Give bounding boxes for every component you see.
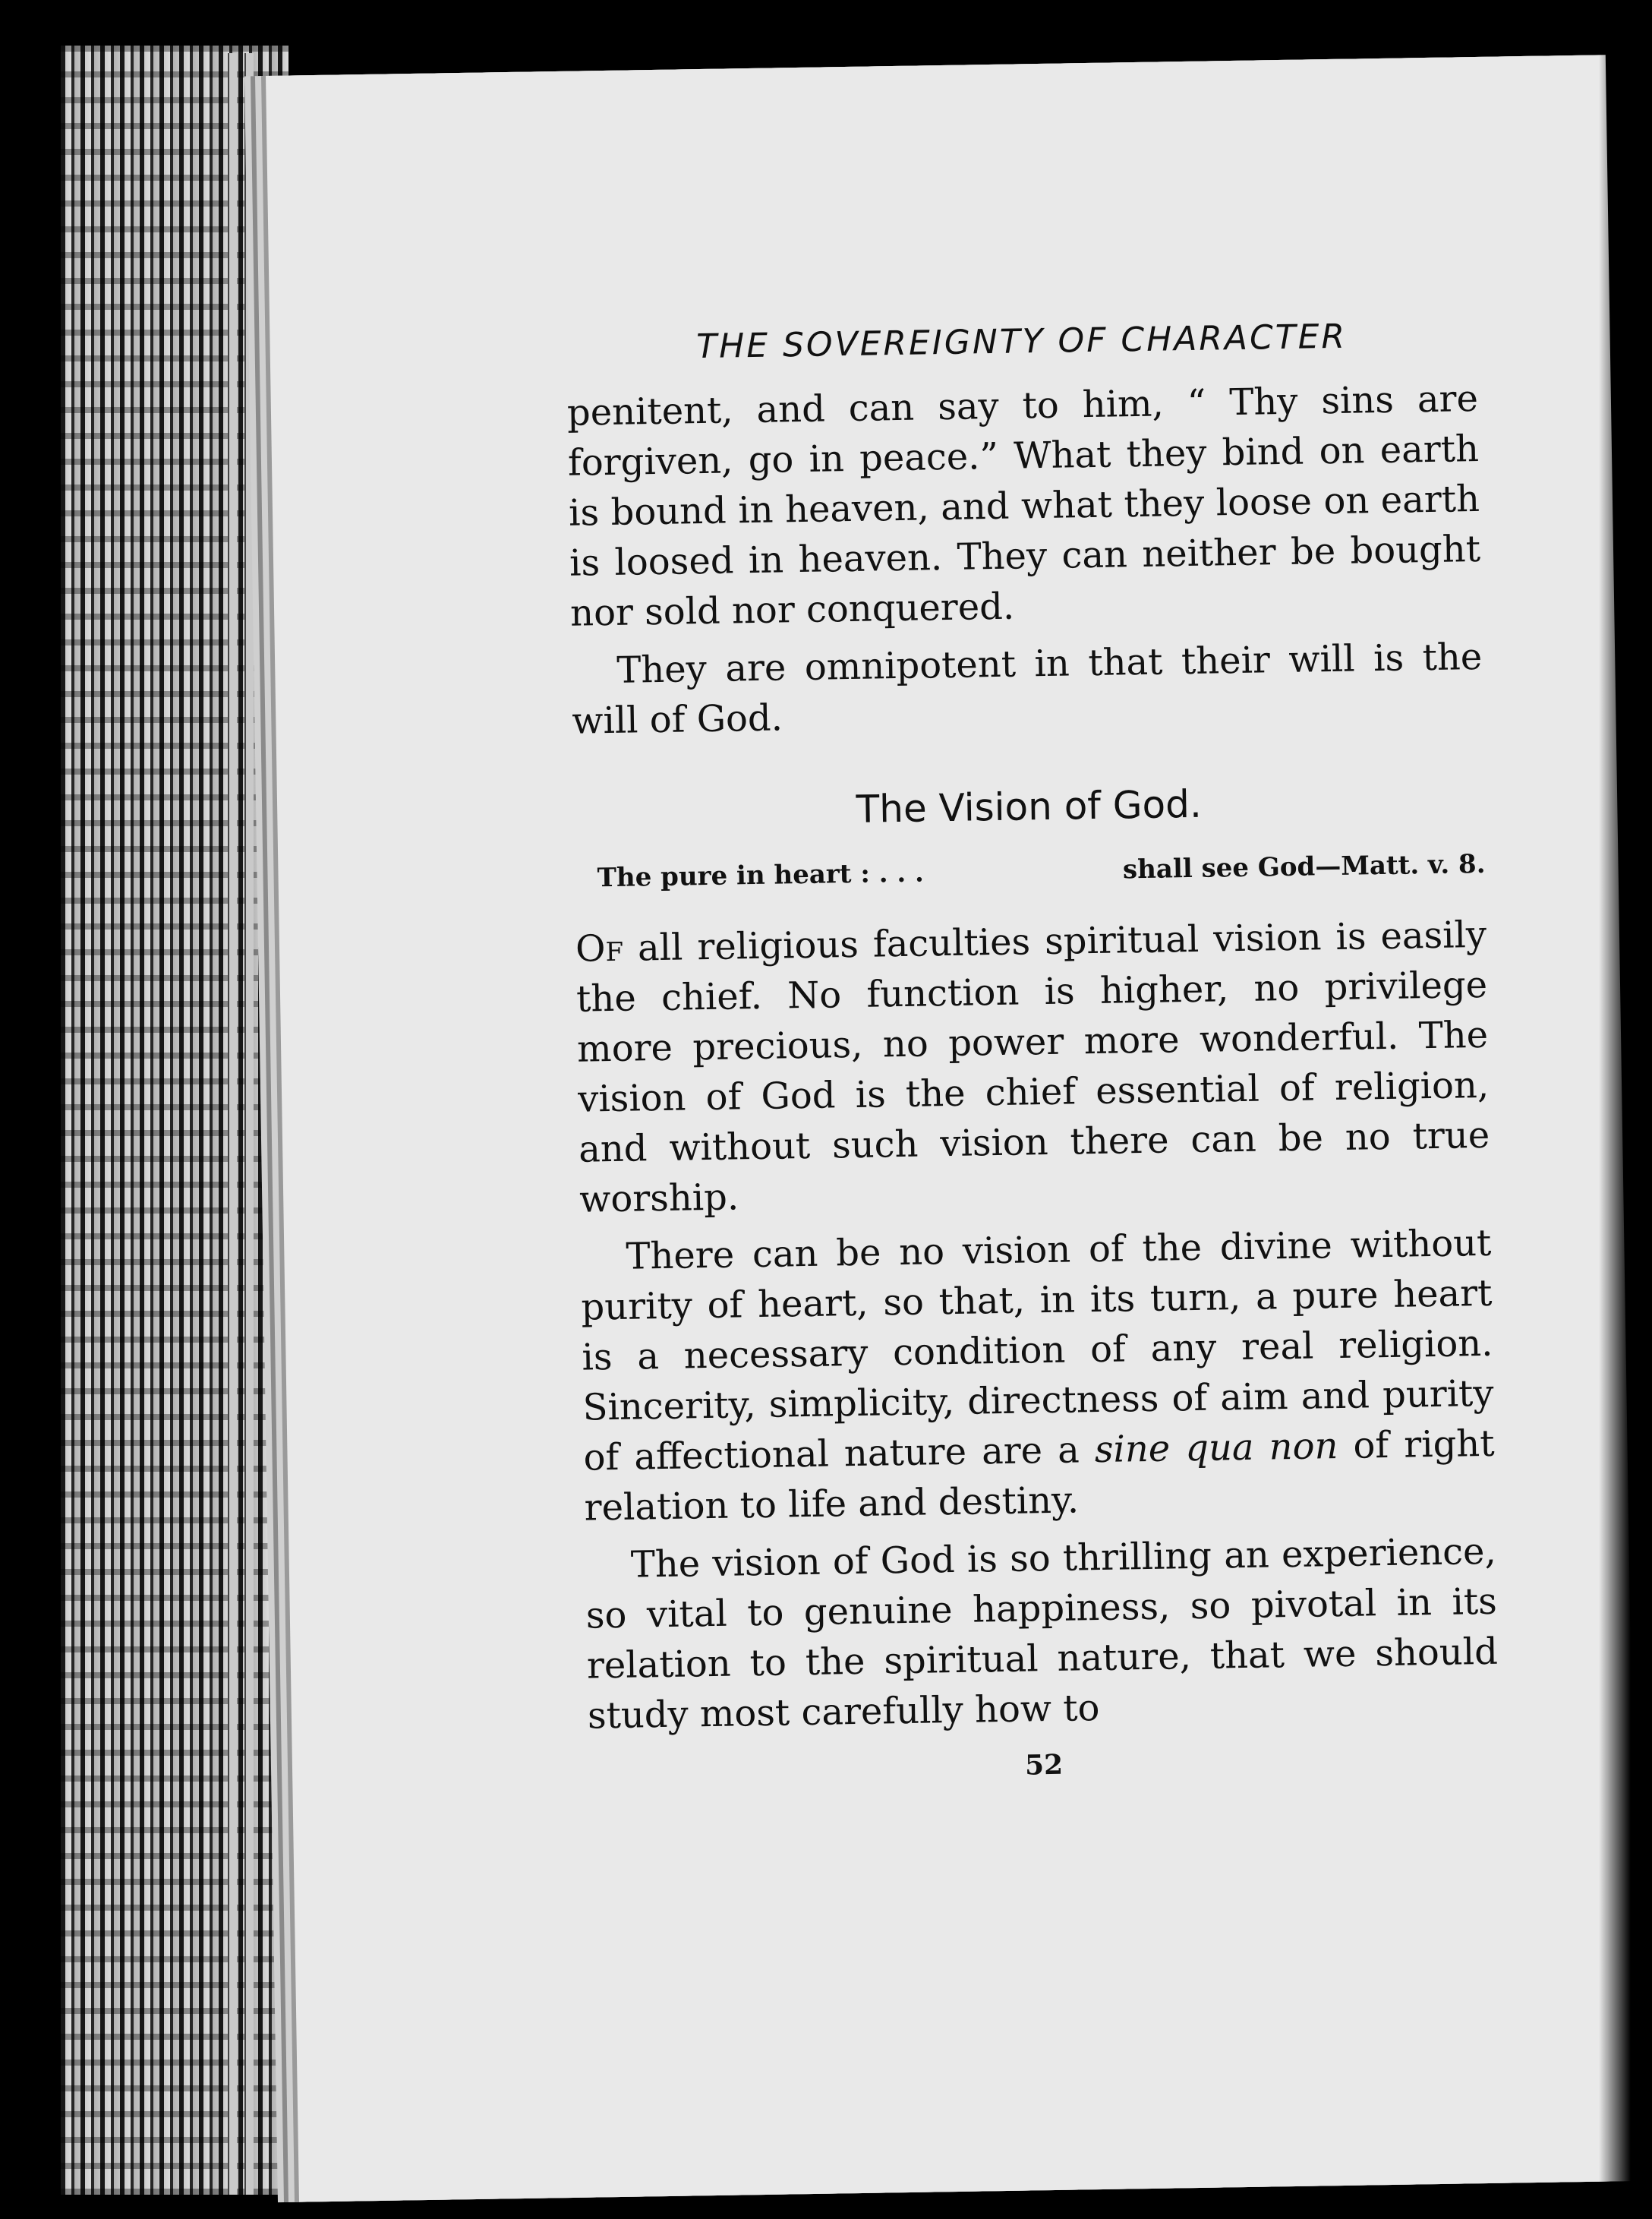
stacked-page-edges <box>61 46 288 2195</box>
paragraph-text: There can be no vision of the divine without purity of heart, so that, in its turn, a pure heart is a necessary condition of any real religion. Sincerity, simplicity, directness of aim and purity of affectional nature are a <box>581 1221 1494 1479</box>
paragraph-opening <box>575 910 1491 1225</box>
paragraph-text: all religious faculties spiritual vision is easily the chief. No function is higher, no privilege more precious, no power more wonderful. The vision of God is the chief essential of religion, and without such vision there can be no true worship. <box>575 913 1490 1221</box>
opening-word: Of <box>575 926 624 971</box>
paragraph <box>580 1218 1496 1533</box>
page-content <box>566 315 1499 1788</box>
paragraph-text: of right relation to life and destiny. <box>584 1422 1495 1529</box>
latin-phrase: sine qua non <box>1094 1425 1338 1472</box>
book-page <box>266 55 1639 2202</box>
page-edge-strip <box>228 53 237 2195</box>
running-head: THE SOVEREIGNTY OF CHARACTER <box>695 317 1348 367</box>
page-edge-strip <box>244 53 254 2195</box>
epigraph-left: The pure in heart : . . . <box>597 857 925 894</box>
page-number: 52 <box>1024 1748 1064 1782</box>
paragraph: The vision of God is so thrilling an experience, so vital to genuine happiness, so pivotal in its relation to the spiritual nature, that we should study most carefully how to <box>585 1529 1499 1738</box>
section-title: The Vision of God. <box>856 781 1203 832</box>
epigraph <box>597 849 1485 893</box>
paragraph-continued: penitent, and can say to him, “ Thy sins are forgiven, go in peace.” What they bind on earth is bound in heaven, and what they loose on earth is loosed in heaven. They can neither be bought nor sold nor conquered. <box>566 377 1481 635</box>
gutter-shadow <box>1599 0 1652 2219</box>
epigraph-right: shall see God—Matt. v. 8. <box>1122 848 1486 885</box>
paragraph: They are omnipotent in that their will is the will of God. <box>571 635 1483 743</box>
